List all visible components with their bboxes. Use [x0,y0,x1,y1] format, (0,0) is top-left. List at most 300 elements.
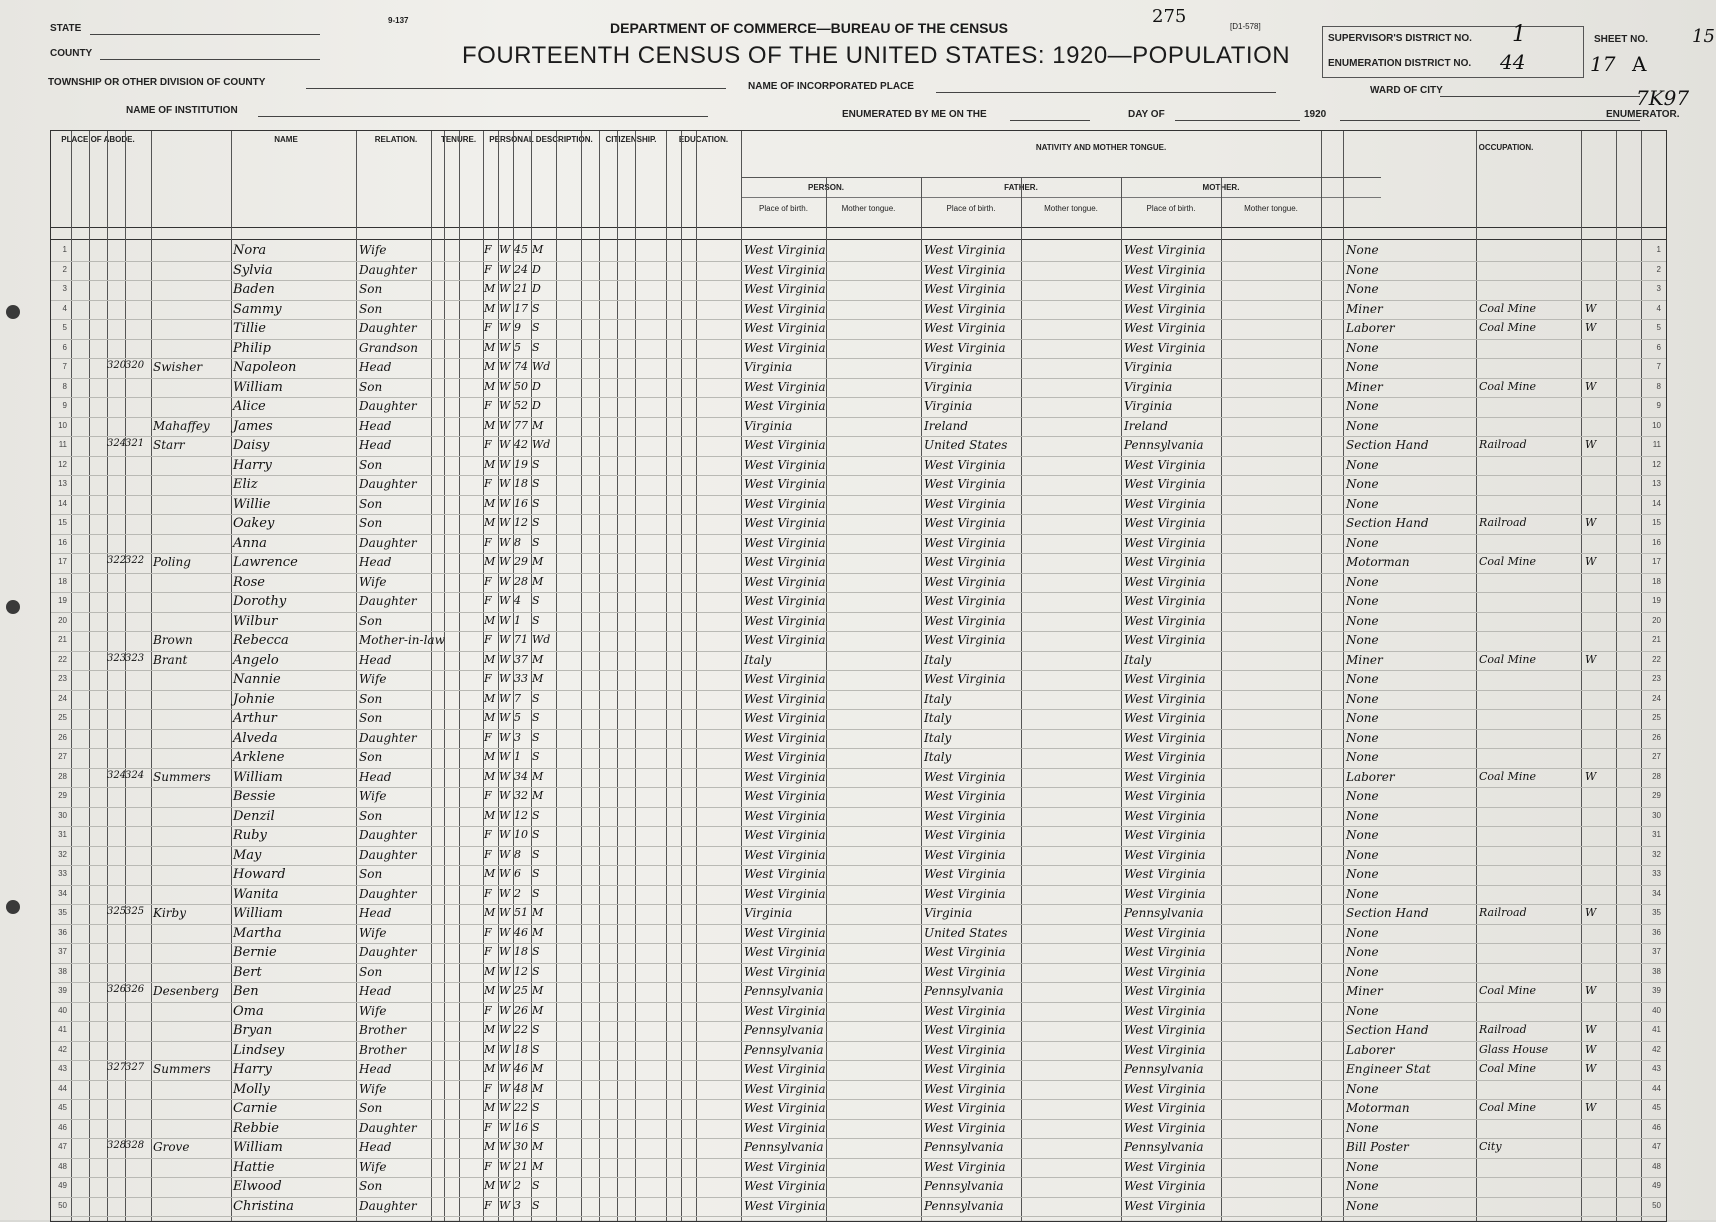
row-relation: Daughter [359,594,417,608]
row-sex: F [484,925,492,939]
line-number-left: 12 [58,459,67,469]
row-age: 24 [514,262,528,276]
row-marital-status: M [532,789,544,802]
row-person-birthplace: Pennsylvania [744,984,824,998]
row-dwelling-number: 320 [107,360,127,371]
line-number-left: 28 [58,771,67,781]
row-race: W [499,867,511,880]
row-age: 3 [514,730,521,744]
row-given-name: Oma [233,1003,264,1019]
line-number-right: 2 [1656,264,1661,274]
row-race: W [499,769,511,783]
row-sex: M [484,457,496,471]
form-number: 9-137 [388,16,409,25]
row-person-birthplace: Virginia [744,418,793,433]
row-sex: F [484,847,492,861]
row-father-birthplace: West Virginia [924,1003,1006,1018]
row-class-of-worker: W [1585,652,1597,666]
punch-hole-bottom [6,900,20,914]
row-sex: M [484,282,496,295]
row-relation: Daughter [359,1120,417,1135]
row-given-name: Nannie [233,672,281,687]
row-marital-status: M [532,1003,544,1017]
table-row [51,612,1666,613]
line-number-left: 23 [58,674,67,683]
row-race: W [499,379,511,393]
line-number-left: 40 [58,1005,67,1015]
row-marital-status: M [532,243,544,256]
line-number-right: 20 [1652,615,1661,625]
line-number-left: 11 [58,440,67,449]
table-row [51,339,1666,340]
row-industry: Coal Mine [1479,379,1536,393]
row-industry: Coal Mine [1479,555,1536,568]
table-row [51,475,1666,476]
row-sex: F [484,1159,492,1173]
row-sex: M [484,769,496,783]
line-number-right: 21 [1652,635,1661,644]
row-family-number: 321 [125,438,145,449]
row-father-birthplace: West Virginia [924,477,1006,491]
row-occupation: Engineer Stat [1346,1062,1431,1076]
row-sex: M [484,750,496,763]
row-age: 71 [514,633,528,646]
row-mother-birthplace: West Virginia [1124,1003,1206,1018]
row-race: W [499,594,511,607]
row-relation: Son [359,964,383,979]
row-father-birthplace: West Virginia [924,340,1006,355]
row-age: 9 [514,321,521,334]
row-sex: M [484,691,496,705]
row-mother-birthplace: Ireland [1124,418,1168,433]
table-row [51,592,1666,593]
row-race: W [499,789,511,802]
row-father-birthplace: United States [924,438,1008,452]
row-relation: Son [359,516,383,530]
column-divider [741,131,742,1221]
row-relation: Brother [359,1023,407,1037]
row-mother-birthplace: West Virginia [1124,750,1206,764]
row-father-birthplace: West Virginia [924,574,1006,589]
row-relation: Head [359,360,392,374]
row-family-number: 326 [125,984,145,995]
row-person-birthplace: West Virginia [744,262,826,277]
row-person-birthplace: Virginia [744,906,793,920]
row-age: 46 [514,1062,528,1075]
row-marital-status: S [532,711,540,724]
supervisor-district-value: 1 [1512,22,1526,47]
line-number-right: 1 [1656,245,1661,254]
row-father-birthplace: West Virginia [924,555,1006,569]
row-relation: Daughter [359,262,417,277]
row-family-number: 324 [125,769,145,781]
row-marital-status: S [532,1198,540,1212]
row-mother-birthplace: West Virginia [1124,789,1206,803]
row-sex: F [484,1081,492,1095]
row-occupation: Section Hand [1346,516,1429,530]
row-mother-birthplace: Virginia [1124,379,1173,394]
row-sex: F [484,1198,492,1212]
row-race: W [499,262,511,276]
line-number-left: 2 [62,264,67,274]
row-sex: M [484,496,496,510]
row-age: 8 [514,847,521,861]
row-age: 2 [514,1179,521,1192]
supervisor-district-label: SUPERVISOR'S DISTRICT NO. [1328,33,1472,44]
row-person-birthplace: Italy [744,652,772,667]
row-given-name: Elwood [233,1179,282,1194]
row-person-birthplace: West Virginia [744,399,826,413]
row-marital-status: D [532,282,541,295]
row-person-birthplace: West Virginia [744,1159,826,1174]
row-race: W [499,691,511,705]
row-occupation: None [1346,1120,1379,1135]
row-occupation: Laborer [1346,769,1395,784]
table-row [51,885,1666,886]
row-race: W [499,457,511,471]
row-person-birthplace: West Virginia [744,1120,826,1135]
row-occupation: None [1346,672,1379,686]
row-occupation: None [1346,633,1379,647]
column-divider [356,131,357,1221]
column-divider [125,131,126,1221]
row-person-birthplace: West Virginia [744,886,826,901]
row-class-of-worker: W [1585,1062,1597,1075]
row-race: W [499,1062,511,1075]
line-number-right: 49 [1652,1181,1661,1190]
ward-line [1440,96,1640,97]
row-marital-status: S [532,1101,540,1114]
row-mother-birthplace: West Virginia [1124,574,1206,589]
line-number-right: 44 [1652,1083,1661,1093]
row-marital-status: S [532,1120,540,1134]
row-marital-status: S [532,594,540,607]
row-relation: Wife [359,1003,387,1018]
column-divider [921,177,922,1221]
table-row [51,768,1666,769]
row-sex: M [484,906,496,919]
row-marital-status: S [532,1042,540,1056]
row-mother-birthplace: Italy [1124,652,1152,667]
row-race: W [499,1159,511,1173]
row-occupation: None [1346,574,1379,589]
row-given-name: Willie [233,496,271,512]
table-row [51,1216,1666,1217]
row-age: 12 [514,516,528,529]
line-number-right: 5 [1656,323,1661,332]
row-marital-status: D [532,399,541,412]
row-given-name: Harry [233,1062,272,1077]
row-sex: F [484,886,492,900]
stamp-number: 275 [1152,6,1187,27]
row-mother-birthplace: West Virginia [1124,672,1206,686]
table-row [51,690,1666,691]
row-occupation: Section Hand [1346,1023,1429,1037]
row-relation: Daughter [359,730,417,745]
punch-hole-top [6,305,20,319]
row-age: 4 [514,594,521,607]
row-class-of-worker: W [1585,984,1597,997]
line-number-right: 4 [1656,303,1661,313]
line-number-left: 22 [58,654,67,664]
page-title: FOURTEENTH CENSUS OF THE UNITED STATES: 1920—POPULATION [462,42,1291,69]
row-occupation: None [1346,711,1379,725]
line-number-left: 10 [58,420,67,430]
row-person-birthplace: West Virginia [744,769,826,784]
row-race: W [499,243,511,256]
column-divider [459,131,460,1221]
column-divider [635,131,636,1221]
row-person-birthplace: West Virginia [744,574,826,589]
row-mother-birthplace: West Virginia [1124,867,1206,881]
row-sex: M [484,379,496,393]
row-marital-status: S [532,457,540,471]
row-marital-status: M [532,652,544,666]
column-divider [1121,177,1122,1221]
row-marital-status: S [532,321,540,334]
header-mother-tongue: Mother tongue. [1244,204,1298,213]
row-mother-birthplace: West Virginia [1124,925,1206,940]
row-mother-birthplace: West Virginia [1124,1120,1206,1135]
header-father-tongue: Mother tongue. [1044,204,1098,213]
line-number-right: 18 [1652,576,1661,586]
row-marital-status: D [532,262,541,276]
column-divider [617,131,618,1221]
row-class-of-worker: W [1585,1101,1597,1114]
table-row [51,846,1666,847]
row-mother-birthplace: West Virginia [1124,1179,1206,1193]
row-relation: Son [359,711,383,725]
row-family-number: 325 [125,906,145,917]
row-marital-status: S [532,867,540,880]
row-occupation: None [1346,1179,1379,1193]
row-mother-birthplace: West Virginia [1124,984,1206,998]
row-sex: F [484,828,492,841]
row-occupation: Laborer [1346,1042,1395,1057]
row-occupation: None [1346,750,1379,764]
row-marital-status: M [532,769,544,783]
column-divider [1221,177,1222,1221]
row-occupation: None [1346,945,1379,959]
row-marital-status: S [532,945,540,958]
row-age: 48 [514,1081,528,1095]
row-relation: Son [359,1101,383,1115]
row-relation: Son [359,301,383,316]
row-person-birthplace: West Virginia [744,321,826,335]
row-given-name: Alveda [233,730,278,746]
row-age: 17 [514,301,528,315]
line-number-left: 35 [58,908,67,917]
row-relation: Head [359,984,392,998]
line-number-right: 46 [1652,1122,1661,1132]
line-number-right: 42 [1652,1044,1661,1054]
row-occupation: Miner [1346,652,1383,667]
row-age: 29 [514,555,528,568]
column-divider [556,131,557,1221]
row-mother-birthplace: Virginia [1124,399,1173,413]
header-citizenship: CITIZENSHIP. [605,135,657,144]
line-number-right: 16 [1652,537,1661,547]
table-row [51,1119,1666,1120]
ward-label: WARD OF CITY [1370,85,1443,96]
row-mother-birthplace: West Virginia [1124,243,1206,257]
row-dwelling-number: 328 [107,1140,127,1151]
row-marital-status: S [532,1023,540,1036]
enumerated-label: ENUMERATED BY ME ON THE [842,109,987,120]
line-number-left: 6 [62,342,67,352]
row-relation: Head [359,438,392,452]
row-given-name: Philip [233,340,271,356]
line-number-left: 39 [58,986,67,995]
row-age: 42 [514,438,528,451]
row-sex: M [484,1140,496,1153]
row-relation: Wife [359,243,387,257]
row-industry: Railroad [1479,906,1527,919]
row-given-name: Arthur [233,711,277,726]
row-occupation: None [1346,1159,1379,1174]
line-number-right: 40 [1652,1005,1661,1015]
row-father-birthplace: West Virginia [924,886,1006,901]
row-father-birthplace: West Virginia [924,613,1006,628]
row-industry: Coal Mine [1479,1101,1536,1114]
row-father-birthplace: Pennsylvania [924,1198,1004,1213]
line-number-left: 31 [58,830,67,839]
row-dwelling-number: 326 [107,984,127,995]
row-person-birthplace: West Virginia [744,847,826,862]
row-race: W [499,1101,511,1114]
row-sex: M [484,340,496,354]
row-relation: Wife [359,574,387,589]
row-sex: F [484,321,492,334]
row-person-birthplace: West Virginia [744,808,826,823]
department-heading: DEPARTMENT OF COMMERCE—BUREAU OF THE CENSUS [610,20,1008,36]
row-father-birthplace: West Virginia [924,301,1006,316]
row-father-birthplace: West Virginia [924,847,1006,862]
row-marital-status: S [532,301,540,315]
header-person-pob: Place of birth. [759,204,808,213]
column-divider [107,131,108,1221]
row-occupation: None [1346,1198,1379,1213]
row-person-birthplace: West Virginia [744,613,826,628]
row-sex: M [484,964,496,978]
row-relation: Son [359,496,383,511]
institution-line [258,116,708,117]
row-mother-birthplace: Pennsylvania [1124,438,1204,452]
row-occupation: None [1346,340,1379,355]
row-marital-status: S [532,691,540,705]
line-number-left: 17 [58,557,67,566]
table-row [51,963,1666,964]
row-mother-birthplace: West Virginia [1124,496,1206,511]
row-industry: Railroad [1479,1023,1527,1036]
table-row [51,573,1666,574]
row-age: 6 [514,867,521,880]
table-row [51,807,1666,808]
row-given-name: Dorothy [233,594,287,609]
row-father-birthplace: West Virginia [924,867,1006,881]
row-race: W [499,555,511,568]
line-number-right: 50 [1652,1200,1661,1210]
row-occupation: None [1346,964,1379,979]
row-age: 7 [514,691,521,705]
table-row [51,378,1666,379]
line-number-right: 31 [1652,830,1661,839]
row-occupation: Miner [1346,301,1383,316]
row-race: W [499,399,511,412]
row-relation: Daughter [359,477,417,491]
row-race: W [499,808,511,822]
row-given-name: Denzil [233,808,275,824]
row-marital-status: M [532,555,544,568]
header-father-pob: Place of birth. [946,204,996,213]
row-occupation: None [1346,867,1379,881]
row-mother-birthplace: West Virginia [1124,282,1206,296]
column-divider [431,131,432,1221]
line-number-right: 48 [1652,1161,1661,1171]
row-class-of-worker: W [1585,1042,1597,1056]
line-number-left: 1 [62,245,67,254]
row-age: 5 [514,711,521,724]
row-race: W [499,613,511,627]
row-person-birthplace: West Virginia [744,457,826,472]
row-race: W [499,1140,511,1153]
line-number-left: 36 [58,927,67,937]
row-race: W [499,1081,511,1095]
line-number-left: 29 [58,791,67,800]
row-marital-status: S [532,496,540,510]
row-sex: F [484,399,492,412]
line-number-right: 29 [1652,791,1661,800]
row-age: 30 [514,1140,528,1153]
row-relation: Daughter [359,321,417,335]
row-person-birthplace: West Virginia [744,789,826,803]
row-industry: Coal Mine [1479,984,1536,997]
header-relation: RELATION. [374,135,418,144]
line-number-left: 7 [62,362,67,371]
line-number-left: 9 [62,401,67,410]
row-father-birthplace: West Virginia [924,945,1006,959]
row-father-birthplace: West Virginia [924,535,1006,550]
row-mother-birthplace: West Virginia [1124,691,1206,706]
row-race: W [499,1120,511,1134]
row-sex: M [484,1023,496,1036]
header-person-tongue: Mother tongue. [841,204,896,213]
county-line [100,59,320,60]
line-number-right: 7 [1656,362,1661,371]
row-race: W [499,925,511,939]
institution-label: NAME OF INSTITUTION [126,105,238,116]
table-row [51,1080,1666,1081]
row-father-birthplace: Italy [924,652,952,667]
line-number-left: 46 [58,1122,67,1132]
enumeration-district-label: ENUMERATION DISTRICT NO. [1328,58,1472,69]
row-father-birthplace: West Virginia [924,672,1006,686]
row-dwelling-number: 327 [107,1062,127,1073]
row-industry: Coal Mine [1479,1062,1536,1075]
row-occupation: None [1346,243,1379,257]
row-sex: M [484,867,496,880]
row-race: W [499,750,511,763]
row-marital-status: S [532,535,540,549]
row-person-birthplace: West Virginia [744,1198,826,1213]
row-family-number: 328 [125,1140,145,1151]
row-relation: Head [359,555,392,569]
column-divider [1581,131,1582,1221]
row-marital-status: M [532,1062,544,1075]
row-race: W [499,496,511,510]
row-father-birthplace: West Virginia [924,1042,1006,1057]
row-given-name: Bernie [233,945,277,960]
